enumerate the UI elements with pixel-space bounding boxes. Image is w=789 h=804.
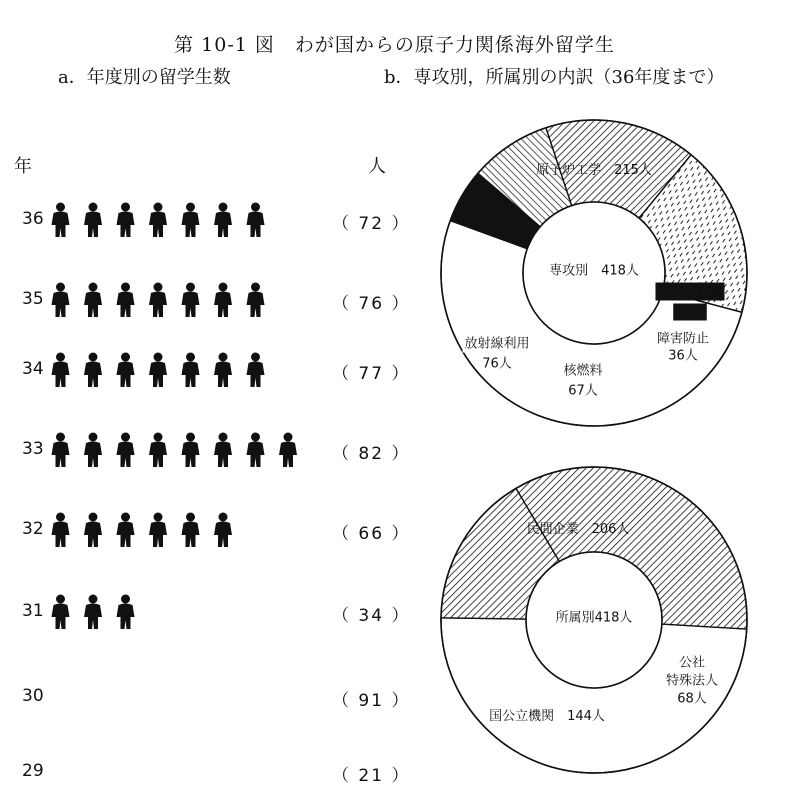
person-figure-icon	[214, 283, 232, 318]
person-figure-icon	[214, 433, 232, 468]
slice-category-label: 国公立機関	[489, 708, 555, 724]
slice-category-label: 民間企業	[526, 521, 579, 537]
year-tick-label: 35	[22, 289, 44, 309]
person-figure-icon	[279, 433, 297, 468]
person-figure-icon	[52, 595, 70, 630]
slice-value-label: 68人	[677, 691, 707, 707]
year-tick-label: 36	[22, 209, 44, 229]
person-figure-icon	[149, 433, 167, 468]
person-figure-icon	[84, 353, 102, 388]
person-figure-icon	[52, 513, 70, 548]
person-figure-icon	[247, 353, 265, 388]
year-tick-label: 34	[22, 359, 44, 379]
slice-category-label: 障害防止	[656, 331, 710, 347]
person-figure-icon	[117, 595, 135, 630]
slice-value-label: 67人	[568, 383, 598, 399]
year-tick-label: 30	[22, 686, 44, 706]
person-figure-icon	[84, 513, 102, 548]
count-data-label: （ 72 ）	[332, 214, 411, 234]
slice-value-label: 36人	[668, 348, 698, 364]
person-figure-icon	[117, 353, 135, 388]
figure-title: 第 10-1 図 わが国からの原子力関係海外留学生	[174, 34, 615, 56]
count-data-label: （ 76 ）	[332, 294, 411, 314]
person-figure-icon	[149, 513, 167, 548]
slice-category-label: 特殊法人	[665, 673, 719, 689]
person-figure-icon	[182, 513, 200, 548]
person-figure-icon	[182, 433, 200, 468]
slice-category-label: 核燃料	[563, 363, 603, 379]
person-figure-icon	[84, 595, 102, 630]
person-figure-icon	[247, 433, 265, 468]
person-figure-icon	[247, 203, 265, 238]
person-figure-icon	[149, 283, 167, 318]
person-figure-icon	[117, 203, 135, 238]
slice-category-label: 公社	[678, 655, 706, 671]
axis-label-year: 年	[14, 156, 32, 177]
count-data-label: （ 77 ）	[332, 364, 411, 384]
donut-center-label: 所属別418人	[555, 610, 633, 626]
year-tick-label: 33	[22, 439, 44, 459]
person-figure-icon	[84, 283, 102, 318]
partial-person-figure-icon	[149, 595, 167, 630]
slice-value-label: 144人	[567, 708, 605, 724]
partial-person-figure-icon	[52, 680, 70, 715]
person-figure-icon	[214, 353, 232, 388]
axis-label-persons: 人	[368, 156, 386, 177]
partial-person-figure-icon	[279, 353, 297, 388]
slice-category-label: 原子炉工学	[536, 162, 602, 178]
slice-label	[536, 162, 652, 178]
slice-value-label: 76人	[482, 356, 512, 372]
count-data-label: （ 82 ）	[332, 444, 411, 464]
partial-person-figure-icon	[52, 755, 70, 790]
partial-person-figure-icon	[279, 203, 297, 238]
person-figure-icon	[117, 283, 135, 318]
person-figure-icon	[247, 283, 265, 318]
person-figure-icon	[52, 353, 70, 388]
person-figure-icon	[182, 283, 200, 318]
year-tick-label: 29	[22, 761, 44, 781]
count-data-label: （ 91 ）	[332, 691, 411, 711]
person-figure-icon	[84, 203, 102, 238]
person-figure-icon	[149, 353, 167, 388]
person-figure-icon	[182, 203, 200, 238]
subtitle-b: b．専攻別，所属別の内訳（36年度まで）	[384, 67, 725, 88]
person-figure-icon	[84, 433, 102, 468]
slice-value-label: 206人	[591, 521, 630, 537]
count-data-label: （ 66 ）	[332, 524, 411, 544]
person-figure-icon	[117, 433, 135, 468]
count-data-label: （ 34 ）	[332, 606, 411, 626]
person-figure-icon	[214, 203, 232, 238]
partial-person-figure-icon	[312, 433, 330, 468]
slice-value-label: 24人	[675, 304, 705, 320]
partial-person-figure-icon	[247, 513, 265, 548]
slice-category-label: 放射線利用	[464, 336, 530, 352]
person-figure-icon	[182, 353, 200, 388]
person-figure-icon	[214, 513, 232, 548]
person-figure-icon	[149, 203, 167, 238]
year-tick-label: 32	[22, 519, 44, 539]
slice-value-label: 215人	[614, 162, 652, 178]
slice-label	[489, 708, 605, 724]
partial-person-figure-icon	[279, 283, 297, 318]
person-figure-icon	[52, 203, 70, 238]
slice-label	[527, 521, 630, 537]
person-figure-icon	[52, 433, 70, 468]
donut-center-label: 専攻別 418人	[549, 263, 639, 279]
count-data-label: （ 21 ）	[332, 766, 411, 786]
person-figure-icon	[52, 283, 70, 318]
subtitle-a: a．年度別の留学生数	[58, 67, 231, 88]
year-tick-label: 31	[22, 601, 44, 621]
person-figure-icon	[117, 513, 135, 548]
slice-category-label: 原子炉材料	[657, 284, 723, 300]
